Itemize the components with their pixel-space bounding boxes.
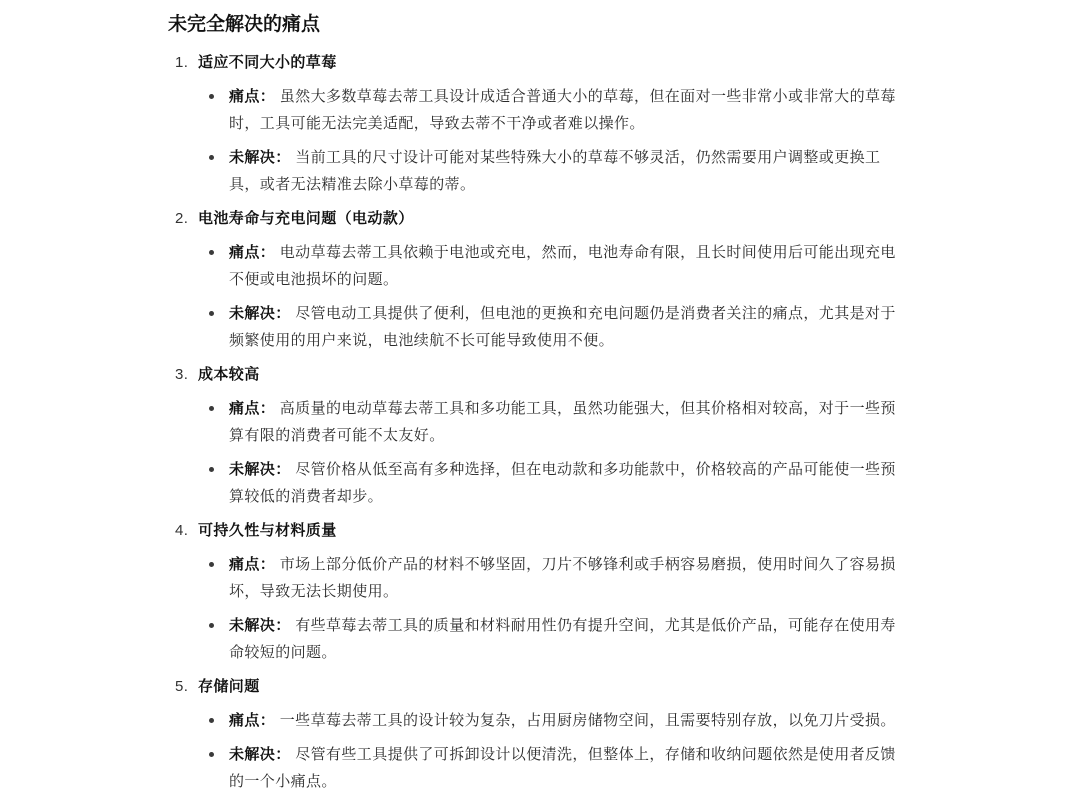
bullet-dot-icon	[209, 94, 214, 99]
section-header	[168, 517, 905, 544]
point-item-pain	[229, 707, 905, 734]
section-3	[168, 361, 905, 510]
point-text: 尽管电动工具提供了便利，但电池的更换和充电问题仍是消费者关注的痛点，尤其是对于频繁使用的用户来说，电池续航不长可能导致使用不便。	[229, 305, 896, 349]
section-heading: 成本较高	[198, 366, 260, 383]
bullet-dot-icon	[209, 467, 214, 472]
pain-point-list	[168, 49, 905, 795]
point-label: 未解决：	[229, 746, 291, 763]
point-label: 痛点：	[229, 712, 276, 729]
section-number: 5.	[175, 678, 189, 695]
point-text: 尽管有些工具提供了可拆卸设计以便清洗，但整体上，存储和收纳问题依然是使用者反馈的一个小痛点。	[229, 746, 896, 790]
section-5	[168, 673, 905, 795]
point-list	[168, 707, 905, 795]
point-label: 痛点：	[229, 88, 276, 105]
point-label: 痛点：	[229, 400, 276, 417]
point-item-unresolved	[229, 144, 905, 198]
point-item-unresolved	[229, 300, 905, 354]
section-heading: 适应不同大小的草莓	[198, 54, 337, 71]
point-text: 尽管价格从低至高有多种选择，但在电动款和多功能款中，价格较高的产品可能使一些预算较低的消费者却步。	[229, 461, 896, 505]
point-label: 未解决：	[229, 305, 291, 322]
point-item-pain	[229, 239, 905, 293]
section-heading: 电池寿命与充电问题（电动款）	[198, 210, 414, 227]
point-item-pain	[229, 395, 905, 449]
bullet-dot-icon	[209, 718, 214, 723]
section-heading: 可持久性与材料质量	[198, 522, 337, 539]
point-item-unresolved	[229, 612, 905, 666]
section-header	[168, 361, 905, 388]
section-4	[168, 517, 905, 666]
section-header	[168, 49, 905, 76]
point-label: 痛点：	[229, 556, 276, 573]
page-title: 未完全解决的痛点	[168, 14, 321, 35]
bullet-dot-icon	[209, 406, 214, 411]
bullet-dot-icon	[209, 155, 214, 160]
point-text: 当前工具的尺寸设计可能对某些特殊大小的草莓不够灵活，仍然需要用户调整或更换工具，或者无法精准去除小草莓的蒂。	[229, 149, 881, 193]
point-list	[168, 83, 905, 198]
section-1	[168, 49, 905, 198]
bullet-dot-icon	[209, 562, 214, 567]
bullet-dot-icon	[209, 623, 214, 628]
point-list	[168, 551, 905, 666]
section-header	[168, 673, 905, 700]
point-text: 有些草莓去蒂工具的质量和材料耐用性仍有提升空间，尤其是低价产品，可能存在使用寿命较短的问题。	[229, 617, 896, 661]
point-list	[168, 239, 905, 354]
point-text: 高质量的电动草莓去蒂工具和多功能工具，虽然功能强大，但其价格相对较高，对于一些预算有限的消费者可能不太友好。	[229, 400, 896, 444]
document-content	[168, 11, 905, 795]
point-item-unresolved	[229, 741, 905, 795]
point-item-pain	[229, 551, 905, 605]
section-number: 3.	[175, 366, 189, 383]
bullet-dot-icon	[209, 752, 214, 757]
section-header	[168, 205, 905, 232]
point-label: 痛点：	[229, 244, 276, 261]
point-label: 未解决：	[229, 149, 291, 166]
point-text: 市场上部分低价产品的材料不够坚固，刀片不够锋利或手柄容易磨损，使用时间久了容易损坏，导致无法长期使用。	[229, 556, 896, 600]
bullet-dot-icon	[209, 311, 214, 316]
point-text: 一些草莓去蒂工具的设计较为复杂，占用厨房储物空间，且需要特别存放，以免刀片受损。	[279, 712, 896, 729]
point-label: 未解决：	[229, 617, 291, 634]
point-item-unresolved	[229, 456, 905, 510]
point-text: 电动草莓去蒂工具依赖于电池或充电，然而，电池寿命有限，且长时间使用后可能出现充电不便或电池损坏的问题。	[229, 244, 896, 288]
point-text: 虽然大多数草莓去蒂工具设计成适合普通大小的草莓，但在面对一些非常小或非常大的草莓时，工具可能无法完美适配，导致去蒂不干净或者难以操作。	[229, 88, 896, 132]
section-2	[168, 205, 905, 354]
point-label: 未解决：	[229, 461, 291, 478]
section-number: 4.	[175, 522, 189, 539]
section-number: 1.	[175, 54, 189, 71]
point-list	[168, 395, 905, 510]
point-item-pain	[229, 83, 905, 137]
section-heading: 存储问题	[198, 678, 260, 695]
section-number: 2.	[175, 210, 189, 227]
bullet-dot-icon	[209, 250, 214, 255]
